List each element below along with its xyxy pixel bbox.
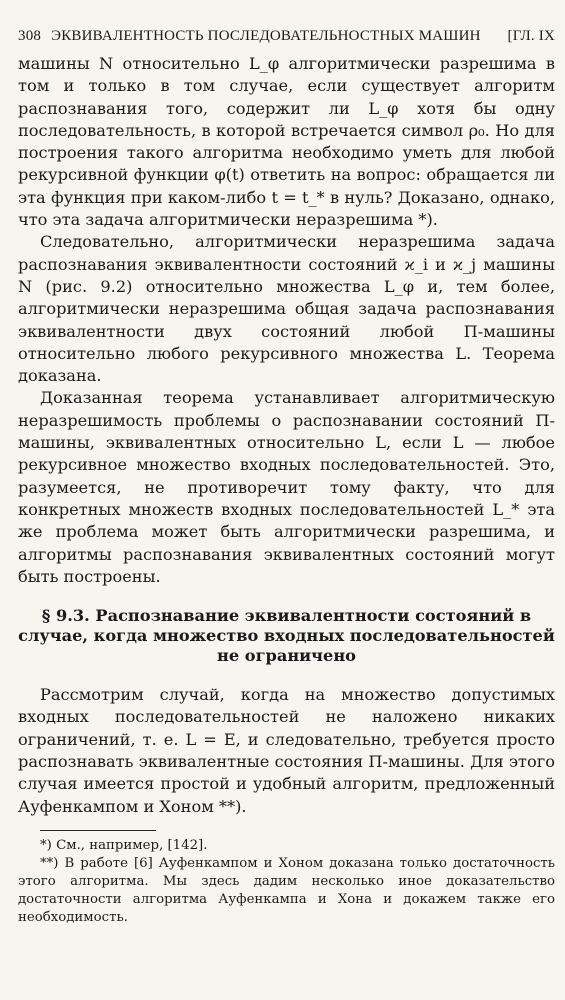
page-number: 308 bbox=[18, 28, 42, 44]
book-page bbox=[18, 28, 555, 927]
paragraph-continuation: машины N относительно L_φ алгоритмически разрешима в том и только в том случае, если существует алгоритм распознавания того, содержит ли L_φ хотя бы одну последовательность, в которой встречается символ ρ₀. Но для построения такого алгоритма необходимо уметь для любой рекурсивной функции φ(t) ответить на вопрос: обращается ли эта функция при каком-либо t = t_* в нуль? Доказано, однако, что эта задача алгоритмически неразрешима *). bbox=[18, 54, 555, 230]
footnote-divider bbox=[40, 830, 156, 831]
running-header bbox=[18, 28, 555, 53]
running-title: ЭКВИВАЛЕНТНОСТЬ ПОСЛЕДОВАТЕЛЬНОСТНЫХ МАШИН bbox=[51, 28, 481, 44]
chapter-label: [ГЛ. IX bbox=[507, 28, 555, 44]
paragraph-conclusion: Следовательно, алгоритмически неразрешима задача распознавания эквивалентности состояний ϰ_i и ϰ_j машины N (рис. 9.2) относительно множества L_φ и, тем более, алгоритмически неразрешима общая задача распознавания эквивалентности двух состояний любой П-машины относительно любого рекурсивного множества L. Теорема доказана. bbox=[18, 232, 555, 386]
paragraph-discussion: Доказанная теорема устанавливает алгоритмическую неразрешимость проблемы о распознавании состояний П-машины, эквивалентных относительно L, если L — любое рекурсивное множество входных последовательностей. Это, разумеется, не противоречит тому факту, что для конкретных множеств входных последовательностей L_* эта же проблема может быть алгоритмически разрешима, и алгоритмы распознавания эквивалентных состояний могут быть построены. bbox=[18, 388, 555, 586]
footnote-2: **) В работе [6] Ауфенкампом и Хоном доказана только достаточность этого алгоритма. Мы здесь дадим несколько иное доказательство достаточности алгоритма Ауфенкампа и Хона и докажем также его необходимость. bbox=[18, 855, 555, 925]
section-heading: § 9.3. Распознавание эквивалентности состояний в случае, когда множество входных последовательностей не ограничено bbox=[18, 606, 555, 666]
section-paragraph: Рассмотрим случай, когда на множество допустимых входных последовательностей не наложено никаких ограничений, т. е. L = E, и следовательно, требуется просто распознавать эквивалентные состояния П-машины. Для этого случая имеется простой и удобный алгоритм, предложенный Ауфенкампом и Хоном **). bbox=[18, 685, 555, 816]
footnote-1: *) См., например, [142]. bbox=[40, 837, 208, 853]
